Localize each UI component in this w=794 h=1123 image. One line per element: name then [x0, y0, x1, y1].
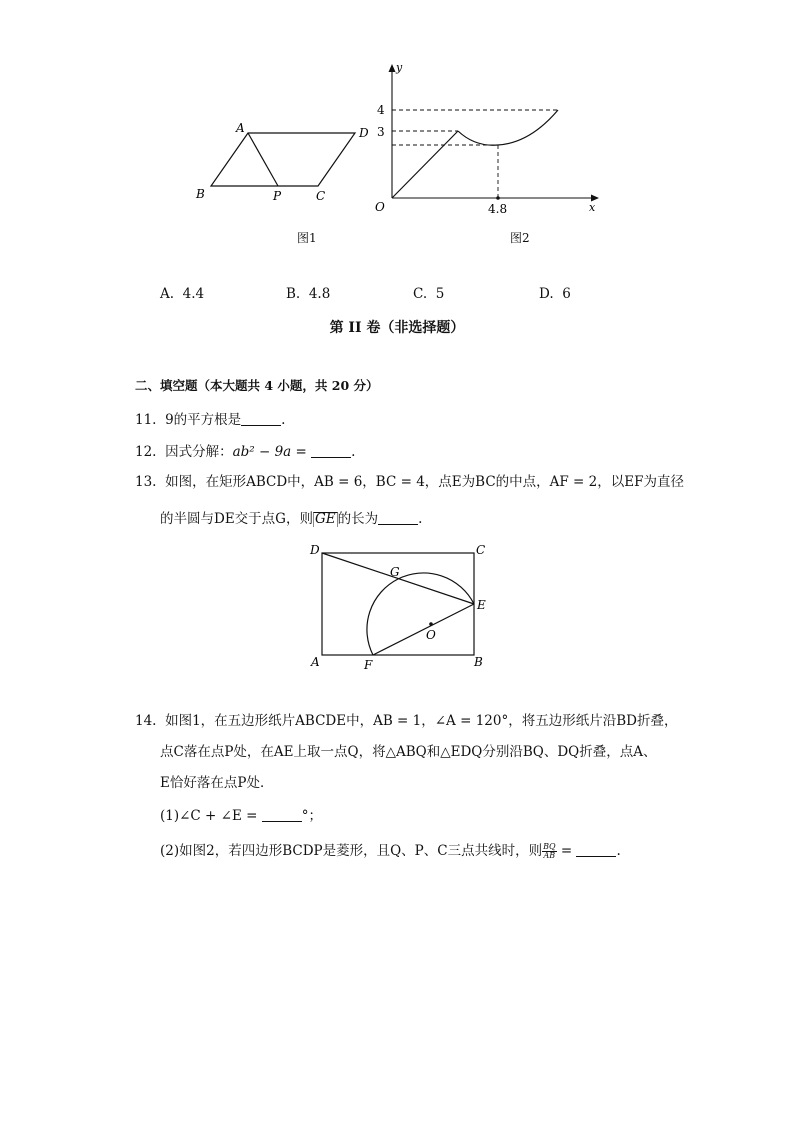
label-d: D [310, 543, 320, 557]
part-heading: 二、填空题（本大题共 4 小题，共 20 分） [135, 378, 379, 393]
tick-label-4-8: 4.8 [488, 202, 508, 216]
choice-c-letter: C. [413, 286, 428, 302]
q14-sub1-blank[interactable] [262, 809, 302, 822]
question-14-line-2: 点C落在点P处，在AE上取一点Q，将△ABQ和△EDQ分别沿BQ、DQ折叠，点A、 [160, 744, 657, 760]
q13-number: 13. [135, 474, 157, 490]
q13-arc-ge: GE [314, 511, 336, 527]
label-e: E [477, 598, 486, 612]
parallelogram-abcd [211, 133, 355, 186]
q14-sub1-prefix: (1)∠C + ∠E = [160, 808, 258, 824]
q14-line1: 如图1，在五边形纸片ABCDE中，AB = 1，∠A = 120°，将五边形纸片沿BD折叠， [165, 713, 678, 729]
y-axis-arrow [389, 64, 396, 72]
label-c: C [316, 189, 326, 203]
axis-label-y: y [396, 61, 403, 74]
q13-end: . [418, 511, 423, 527]
question-14-line-3: E恰好落在点P处． [160, 775, 274, 791]
question-13-line-2 [160, 512, 422, 527]
label-a: A [311, 655, 320, 669]
choice-b-letter: B. [286, 286, 301, 302]
label-f: F [364, 658, 373, 672]
q11-end: . [281, 412, 286, 428]
label-g: G [390, 565, 400, 579]
q14-fraction [542, 843, 556, 860]
label-b: B [196, 187, 205, 201]
label-o: O [426, 628, 436, 642]
label-b: B [474, 655, 483, 669]
graph-curve [458, 110, 558, 145]
q12-expression: ab² − 9a = [232, 444, 307, 460]
axis-label-x: x [589, 201, 596, 214]
question-13-line-1 [135, 476, 684, 490]
q14-number: 14. [135, 713, 157, 729]
choice-c[interactable] [413, 288, 444, 302]
segment-ap [248, 133, 278, 186]
q12-number: 12. [135, 444, 157, 460]
question-12 [135, 445, 355, 460]
choice-d[interactable] [539, 288, 571, 302]
q14-end: . [616, 843, 621, 859]
figure-3 [300, 538, 500, 673]
q13-line2a: 的半圆与DE交于点G，则 [160, 511, 313, 527]
q13-line1: 如图，在矩形ABCD中，AB = 6，BC = 4，点E为BC的中点，AF = 2，以EF为直径 [165, 474, 684, 490]
choice-d-value: 6 [562, 286, 571, 302]
question-14-sub-1 [160, 809, 322, 824]
q12-end: . [351, 444, 356, 460]
q14-sub2-blank[interactable] [576, 844, 616, 857]
label-a: A [236, 121, 245, 135]
label-p: P [273, 189, 282, 203]
q13-line2b: 的长为 [337, 511, 379, 527]
figure-1-caption: 图1 [297, 231, 317, 245]
graph-line-segment [392, 131, 458, 198]
semicircle-fe [367, 573, 474, 655]
q14-frac-numerator: BQ [543, 842, 556, 851]
segment-fe [373, 604, 474, 655]
choice-b[interactable] [286, 288, 330, 302]
q11-blank[interactable] [241, 413, 281, 426]
tick-label-4: 4 [377, 103, 385, 117]
figure-2-caption: 图2 [510, 231, 530, 245]
q14-sub2-eq: = [560, 843, 573, 859]
q12-prefix: 因式分解： [165, 444, 233, 460]
q14-frac-denominator: AB [543, 851, 556, 860]
choice-a[interactable] [160, 288, 204, 302]
q11-number: 11. [135, 412, 157, 428]
choice-b-value: 4.8 [308, 286, 331, 302]
figure-1 [190, 118, 380, 213]
label-d: D [359, 126, 369, 140]
choice-c-value: 5 [435, 286, 445, 302]
q11-text: 9的平方根是 [165, 412, 242, 428]
tick-dot-x48 [496, 196, 500, 200]
q13-blank[interactable] [378, 512, 418, 525]
section-title: 第 II 卷（非选择题） [329, 320, 465, 336]
choice-d-letter: D. [539, 286, 554, 302]
q14-sub1-suffix: °； [301, 808, 322, 824]
question-14-line-1 [135, 715, 677, 729]
q12-blank[interactable] [311, 445, 351, 458]
center-o-dot [429, 622, 433, 626]
q14-sub2-prefix: (2)如图2，若四边形BCDP是菱形，且Q、P、C三点共线时，则 [160, 843, 543, 859]
choice-a-value: 4.4 [182, 286, 205, 302]
label-c: C [476, 543, 486, 557]
choice-a-letter: A. [160, 286, 175, 302]
question-14-sub-2 [160, 843, 621, 860]
origin-label: O [375, 200, 385, 214]
figure-2 [365, 58, 610, 218]
tick-label-3: 3 [377, 125, 385, 139]
question-11 [135, 413, 285, 428]
